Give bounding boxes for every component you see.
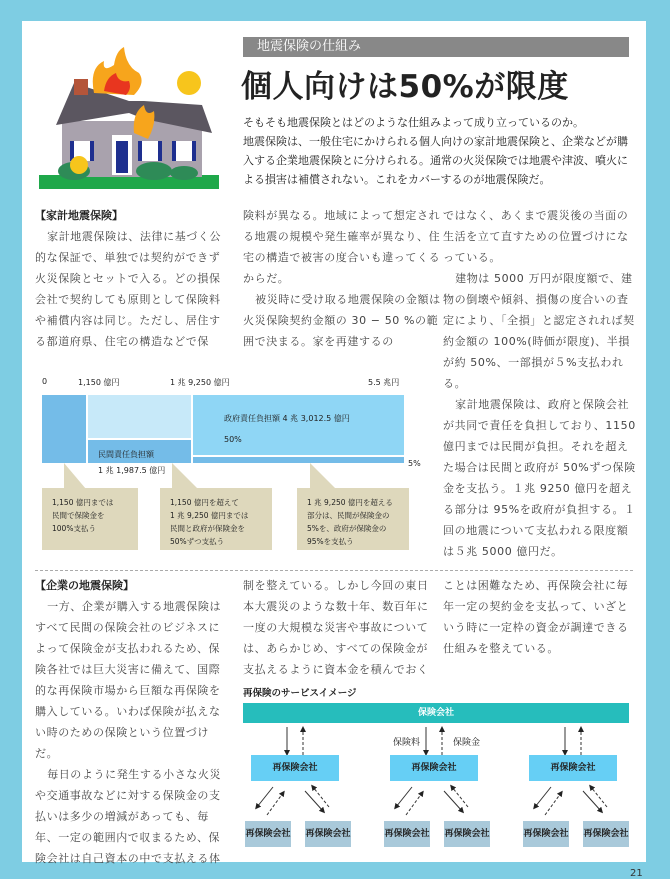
callout-1-line: 民間で保険金を [52, 511, 105, 520]
callout-2 [160, 488, 272, 550]
callout-1-line: 100%支払う [52, 524, 96, 533]
callout-pointer-3 [310, 463, 336, 489]
tick-1150: 1,150 億円 [78, 378, 120, 387]
retro-reinsurer-box: 再保険会社 [245, 821, 291, 847]
callout-1-line: 1,150 億円までは [52, 498, 114, 507]
callout-2-line: 民間と政府が保険金を [170, 524, 245, 533]
callout-pointer-1 [64, 463, 86, 489]
corporate-col-3 [443, 575, 638, 659]
gov-burden-label: 政府責任負担額 4 兆 3,012.5 億円 [224, 414, 350, 423]
household-text-3a: ではなく、あくまで震災後の当面の生活を立て直すための位置づけになっている。 [443, 209, 629, 264]
tick-55000: 5.5 兆円 [368, 378, 400, 387]
burning-house-icon [34, 43, 224, 203]
callout-3-line: 95%を支払う [307, 537, 354, 546]
corporate-col-1 [35, 575, 231, 869]
callout-2-line: 50%ずつ支払う [170, 537, 225, 546]
reinsurance-diagram [243, 685, 639, 855]
corporate-text-1a: 一方、企業が購入する地震保険はすべて民間の保険会社のビジネスによって保険金が支払われるため、保険各社では巨大災害に備えて、国際的な再保険市場から巨額な再保険を購入している。いわば保険が払えない時のための保険という位置づけだ。 [35, 600, 222, 760]
household-heading: 【家計地震保険】 [35, 209, 123, 222]
section-title-bar: 地震保険の仕組み [243, 37, 629, 57]
private-burden-label: 民間責任負担額 [98, 450, 154, 459]
callout-pointer-2 [172, 463, 198, 489]
bar-private-5 [193, 457, 404, 463]
household-text-2b: 被災時に受け取る地震保険の金額は火災保険契約金額の 30 − 50 %の範囲で決まる。家を再建するの [243, 293, 441, 348]
corporate-text-3: ことは困難なため、再保険会社に毎年一定の契約金を支払って、いざという時に一定枠の資金が調達できる仕組みを整えている。 [443, 579, 629, 655]
reinsurer-box: 再保険会社 [390, 755, 478, 781]
page-number: 21 [630, 868, 643, 879]
gov-pct-label: 50% [224, 435, 242, 444]
retro-reinsurer-box: 再保険会社 [523, 821, 569, 847]
section-divider [35, 570, 633, 571]
corporate-col-2 [243, 575, 439, 680]
callout-3 [297, 488, 409, 550]
page [22, 21, 646, 865]
corporate-text-1b: 毎日のように発生する小さな火災や交通事故などに対する保険金の支払いは多少の増減があっても、毎年、一定の範囲内で収まるため、保険会社は自己資本の中で支払える体 [35, 768, 222, 865]
household-text-2a: 険料が異なる。地域によって想定される地震の規模や発生確率が異なり、住宅の構造で被害の度合いも違ってくるからだ。 [243, 209, 441, 285]
reinsurer-box: 再保険会社 [529, 755, 617, 781]
insurer-box: 保険会社 [243, 703, 629, 723]
callout-3-line: 部分は、民間が保険金の [307, 511, 390, 520]
retro-reinsurer-box: 再保険会社 [444, 821, 490, 847]
household-text-1: 家計地震保険は、法律に基づく公的な保証で、単独では契約ができず火災保険とセットで入る。どの損保会社で契約しても原則として保険料や補償内容は同じ。ただし、居住する都道府県、住宅の構造などで保 [35, 230, 222, 348]
retro-reinsurer-box: 再保険会社 [384, 821, 430, 847]
premium-label: 保険料 [393, 738, 421, 748]
lead-line-2: 地震保険は、一般住宅にかけられる個人向けの家計地震保険と、企業などが購入する企業地震保険とに分けられる。通常の火災保険では地震や津波、噴火による損害は補償されない。これをカバーするのが地震保険だ。 [243, 135, 628, 186]
page-title: 個人向けは50%が限度 [241, 69, 569, 105]
retro-reinsurer-box: 再保険会社 [305, 821, 351, 847]
lead-paragraph [243, 113, 638, 189]
callout-1 [42, 488, 138, 550]
bar-private-100 [42, 395, 86, 463]
callout-2-line: 1 兆 9,250 億円までは [170, 511, 249, 520]
burden-chart [22, 371, 442, 571]
tick-19250: 1 兆 9,250 億円 [170, 378, 230, 387]
callout-3-line: 5%を、政府が保険金の [307, 524, 387, 533]
household-text-3b: 建物は 5000 万円が限度額で、建物の倒壊や傾斜、損傷の度合いの査定により、「全損」と認定されれば契約金額の 100%(時価が限度)、半損が約 50%、一部損が５%支払われる。 [443, 272, 635, 390]
retro-reinsurer-box: 再保険会社 [583, 821, 629, 847]
tick-0: 0 [42, 377, 48, 386]
household-col-2 [243, 205, 441, 352]
household-col-3 [443, 205, 638, 562]
household-text-3c: 家計地震保険は、政府と保険会社が共同で責任を負担しており、1150 億円までは民間が負担。それを超えた場合は民間と政府が 50%ずつ保険金を支払う。１兆 9250 億円を超える部分は 95%を政府が負担する。１回の地震について支払われる限度額は５兆 5000 億円だ。 [443, 398, 636, 558]
callout-2-line: 1,150 億円を超えて [170, 498, 239, 507]
household-col-1 [35, 205, 231, 352]
reinsurer-box: 再保険会社 [251, 755, 339, 781]
corporate-heading: 【企業の地震保険】 [35, 579, 134, 592]
bar-gov-95 [193, 395, 404, 455]
lead-line-1: そもそも地震保険とはどのような仕組みよって成り立っているのか。 [243, 116, 584, 129]
claim-label: 保険金 [453, 738, 481, 748]
right-pct-label: 5% [408, 459, 421, 468]
bar-gov-50 [88, 395, 191, 438]
callout-3-line: 1 兆 9,250 億円を超える [307, 498, 393, 507]
private-burden-amount: 1 兆 1,987.5 億円 [98, 466, 166, 475]
corporate-text-2: 制を整えている。しかし今回の東日本大震災のような数十年、数百年に一度の大規模な災害や事故については、あらかじめ、すべての保険金が支払えるように資本金を積んでおく [243, 579, 429, 676]
diagram-title: 再保険のサービスイメージ [243, 688, 357, 699]
